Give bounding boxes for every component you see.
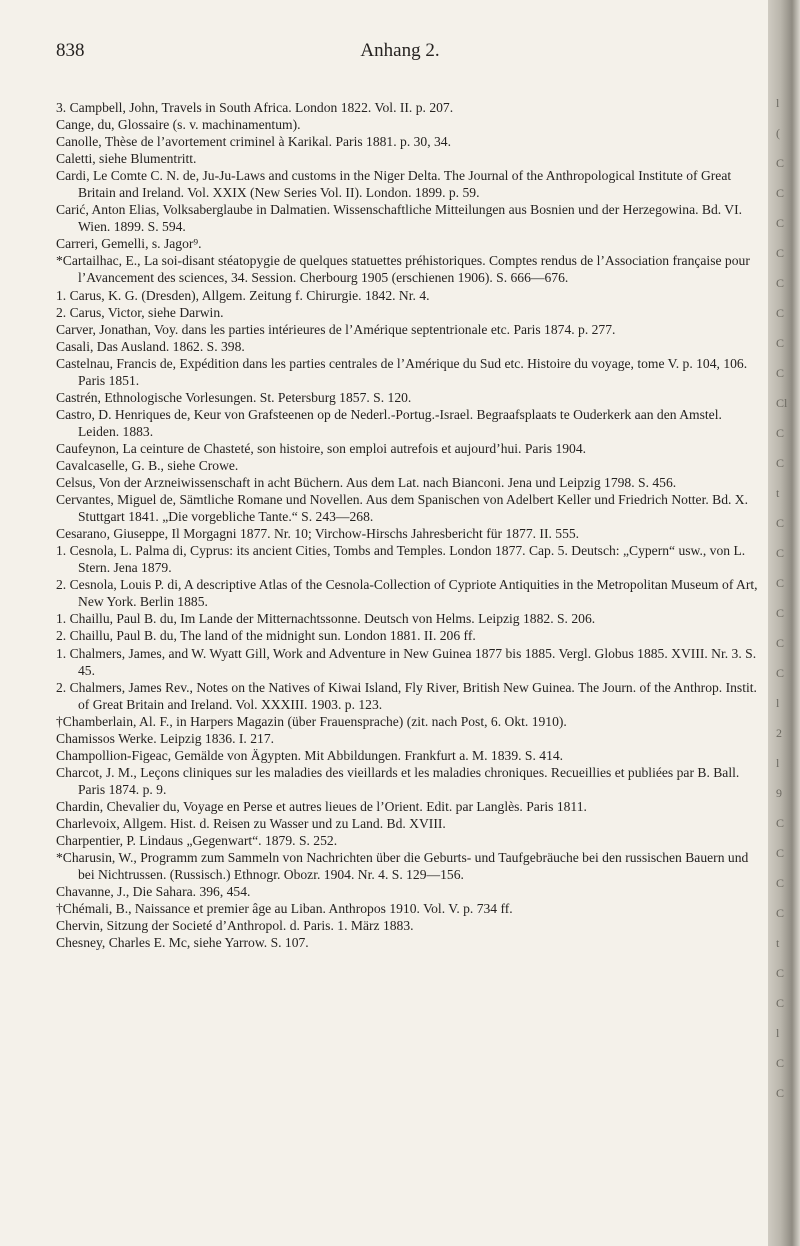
edge-mark: Cl — [776, 396, 788, 410]
bibliography-entry: Chervin, Sitzung der Societé d’Anthropol. d. Paris. 1. März 1883. — [56, 918, 414, 934]
bibliography-entry: Cavalcaselle, G. B., siehe Crowe. — [56, 457, 239, 473]
bibliography-entry: 2. Chaillu, Paul B. du, The land of the midnight sun. London 1881. II. 206 ff. — [56, 628, 476, 644]
bibliography-entry: Cervantes, Miguel de, Sämtliche Romane und Novellen. Aus dem Spanischen von Adelbert Keller und Friedrich Notter. Bd. X. Stuttgart 1841. „Die vorgebliche Tante.“ S. 243—268. — [56, 492, 749, 525]
bibliography-entry: Cardi, Le Comte C. N. de, Ju-Ju-Laws and customs in the Niger Delta. The Journal of the Anthropological Institute of Great Britain and Ireland. Vol. XXIX (New Series Vol. II). London. 1899. p. 59. — [56, 168, 732, 201]
edge-mark: C — [776, 966, 785, 980]
bibliography-entry: 2. Carus, Victor, siehe Darwin. — [56, 304, 224, 320]
edge-mark: C — [776, 816, 785, 830]
bibliography-entry: *Cartailhac, E., La soi-disant stéatopygie de quelques statuettes préhistoriques. Comptes rendus de l’Association française pour l’Avancement des sciences, 34. Session. Cherbourg 1905 (erschienen 1906). S. 666—676. — [56, 253, 750, 286]
edge-mark: C — [776, 576, 785, 590]
edge-mark: ( — [776, 126, 780, 140]
bibliography-entry: Canolle, Thèse de l’avortement criminel à Karikal. Paris 1881. p. 30, 34. — [56, 134, 451, 150]
edge-mark: t — [776, 936, 780, 950]
edge-mark: C — [776, 666, 785, 680]
bibliography-entry: Cange, du, Glossaire (s. v. machinamentum). — [56, 117, 301, 133]
bibliography-entry: 1. Chaillu, Paul B. du, Im Lande der Mitternachtssonne. Deutsch von Helms. Leipzig 1882. S. 206. — [56, 611, 596, 627]
edge-mark: C — [776, 276, 785, 290]
edge-mark: C — [776, 906, 785, 920]
bibliography-entry: †Chémali, B., Naissance et premier âge au Liban. Anthropos 1910. Vol. V. p. 734 ff. — [56, 901, 513, 917]
edge-mark: C — [776, 1056, 785, 1070]
bibliography-list — [56, 99, 762, 951]
bibliography-entry: Castro, D. Henriques de, Keur von Grafsteenen op de Nederl.-Portug.-Israel. Begraafsplaats te Ouderkerk aan den Amstel. Leiden. 1883. — [56, 406, 722, 439]
edge-mark: C — [776, 336, 785, 350]
edge-mark: C — [776, 366, 785, 380]
bibliography-entry: Chesney, Charles E. Mc, siehe Yarrow. S. 107. — [56, 935, 309, 951]
edge-mark: 2 — [776, 726, 782, 740]
edge-mark: C — [776, 456, 785, 470]
edge-mark: C — [776, 606, 785, 620]
bibliography-entry: Caufeynon, La ceinture de Chasteté, son histoire, son emploi autrefois et aujourd’hui. Paris 1904. — [56, 440, 587, 456]
bibliography-entry: 1. Cesnola, L. Palma di, Cyprus: its ancient Cities, Tombs and Temples. London 1877. Cap. 5. Deutsch: „Cypern“ usw., von L. Stern. Jena 1879. — [56, 543, 746, 576]
edge-mark: l — [776, 756, 780, 770]
page-number: 838 — [56, 40, 85, 61]
bibliography-entry: Caletti, siehe Blumentritt. — [56, 151, 197, 167]
bibliography-entry: Carić, Anton Elias, Volksaberglaube in Dalmatien. Wissenschaftliche Mitteilungen aus Bosnien und der Herzegowina. Bd. VI. Wien. 1899. S. 594. — [56, 202, 743, 235]
bibliography-entry: Chamissos Werke. Leipzig 1836. I. 217. — [56, 730, 275, 746]
bibliography-entry: Castrén, Ethnologische Vorlesungen. St. Petersburg 1857. S. 120. — [56, 389, 412, 405]
bibliography-entry: Castelnau, Francis de, Expédition dans les parties centrales de l’Amérique du Sud etc. Histoire du voyage, tome V. p. 104, 106. Paris 1851. — [56, 355, 748, 388]
bibliography-entry: 2. Cesnola, Louis P. di, A descriptive Atlas of the Cesnola-Collection of Cypriote Antiquities in the Metropolitan Museum of Art, New York. Berlin 1885. — [56, 577, 758, 610]
edge-mark: C — [776, 846, 785, 860]
bibliography-entry: Champollion-Figeac, Gemälde von Ägypten. Mit Abbildungen. Frankfurt a. M. 1839. S. 414. — [56, 747, 564, 763]
page-header — [50, 36, 750, 66]
bibliography-entry: Charpentier, P. Lindaus „Gegenwart“. 1879. S. 252. — [56, 833, 338, 849]
edge-mark: l — [776, 696, 780, 710]
bibliography-entry: Cesarano, Giuseppe, Il Morgagni 1877. Nr. 10; Virchow-Hirschs Jahresbericht für 1877. II. 555. — [56, 526, 580, 542]
edge-mark: C — [776, 876, 785, 890]
bibliography-entry: Celsus, Von der Arzneiwissenschaft in acht Büchern. Aus dem Lat. nach Bianconi. Jena und Leipzig 1798. S. 456. — [56, 475, 677, 491]
bibliography-entry: Carreri, Gemelli, s. Jagor⁹. — [56, 236, 202, 252]
bibliography-entry: Charcot, J. M., Leçons cliniques sur les maladies des vieillards et les maladies chroniques. Recueillies et publiées par B. Ball. Paris 1874. p. 9. — [56, 764, 740, 797]
bibliography-entry: *Charusin, W., Programm zum Sammeln von Nachrichten über die Geburts- und Taufgebräuche bei den russischen Bauern und bei Nichtrussen. (Russisch.) Ethnogr. Obozr. 1904. Nr. 4. S. 129—156. — [56, 850, 749, 883]
running-title: Anhang 2. — [360, 40, 440, 61]
bibliography-entry: 2. Chalmers, James Rev., Notes on the Natives of Kiwai Island, Fly River, British New Guinea. The Journ. of the Anthrop. Instit. of Great Britain and Ireland. Vol. XXXIII. 1903. p. 123. — [56, 679, 757, 712]
edge-mark: 9 — [776, 786, 782, 800]
bibliography-entry: Charlevoix, Allgem. Hist. d. Reisen zu Wasser und zu Land. Bd. XVIII. — [56, 815, 446, 831]
edge-mark: C — [776, 426, 785, 440]
bibliography-entry: Chavanne, J., Die Sahara. 396, 454. — [56, 884, 251, 900]
bibliography-entry: †Chamberlain, Al. F., in Harpers Magazin (über Frauensprache) (zit. nach Post, 6. Okt. 1910). — [56, 713, 567, 729]
edge-mark: C — [776, 636, 785, 650]
edge-mark: C — [776, 996, 785, 1010]
edge-mark: C — [776, 186, 785, 200]
edge-mark: l — [776, 1026, 780, 1040]
edge-mark: C — [776, 516, 785, 530]
bibliography-entry: 3. Campbell, John, Travels in South Africa. London 1822. Vol. II. p. 207. — [56, 100, 454, 115]
edge-mark: C — [776, 156, 785, 170]
edge-mark: l — [776, 96, 780, 110]
bibliography-entry: Chardin, Chevalier du, Voyage en Perse et autres lieues de l’Orient. Edit. par Langlès. Paris 1811. — [56, 798, 587, 814]
bibliography-entry: 1. Carus, K. G. (Dresden), Allgem. Zeitung f. Chirurgie. 1842. Nr. 4. — [56, 287, 430, 303]
edge-mark: C — [776, 216, 785, 230]
edge-mark: C — [776, 246, 785, 260]
edge-mark: C — [776, 1086, 785, 1100]
edge-mark: C — [776, 306, 785, 320]
bibliography-entry: 1. Chalmers, James, and W. Wyatt Gill, Work and Adventure in New Guinea 1877 bis 1885. Vergl. Globus 1885. XVIII. Nr. 3. S. 45. — [56, 645, 757, 678]
bibliography-entry: Carver, Jonathan, Voy. dans les parties intérieures de l’Amérique septentrionale etc. Paris 1874. p. 277. — [56, 321, 616, 337]
bibliography-entry: Casali, Das Ausland. 1862. S. 398. — [56, 338, 245, 354]
edge-mark: t — [776, 486, 780, 500]
edge-mark: C — [776, 546, 785, 560]
